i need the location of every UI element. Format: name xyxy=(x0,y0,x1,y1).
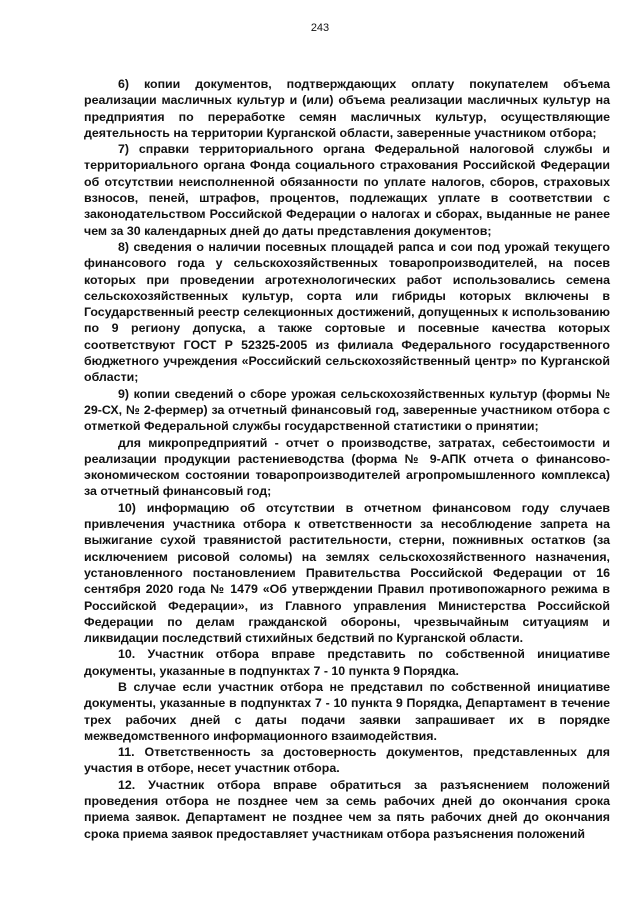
paragraph-item-7: 7) справки территориального органа Федеральной налоговой службы и территориального органа Фонда социального страхования Российской Федерации об отсутствии неисполненной обязанности по уплате налогов, сборов, страховых взносов, пеней, штрафов, процентов, подлежащих уплате в соответствии с законодательством Российской Федерации о налогах и сборах, выданные не ранее чем за 30 календарных дней до даты представления документов; xyxy=(84,142,610,238)
paragraph-clause-11: 11. Ответственность за достоверность документов, представленных для участия в отборе, несет участник отбора. xyxy=(84,745,610,776)
paragraph-clause-10-case: В случае если участник отбора не представил по собственной инициативе документы, указанные в подпунктах 7 - 10 пункта 9 Порядка, Департамент в течение трех рабочих дней с даты подачи заявки запрашивает их в порядке межведомственного информационного взаимодействия. xyxy=(84,679,610,743)
page-number: 243 xyxy=(310,22,330,34)
document-body xyxy=(84,76,610,842)
paragraph-item-6: 6) копии документов, подтверждающих оплату покупателем объема реализации масличных культур и (или) объема реализации масличных культур на предприятия по переработке семян масличных культур, осуществляющие деятельность на территории Курганской области, заверенные участником отбора; xyxy=(84,77,610,140)
paragraph-item-10: 10) информацию об отсутствии в отчетном финансовом году случаев привлечения участника отбора к ответственности за несоблюдение запрета на выжигание сухой травянистой растительности, стерни, пожнивных остатков (за исключением рисовой соломы) на землях сельскохозяйственного назначения, установленного постановлением Правительства Российской Федерации от 16 сентября 2020 года № 1479 «Об утверждении Правил противопожарного режима в Российской Федерации», из Главного управления Министерства Российской Федерации по делам гражданской обороны, чрезвычайным ситуациям и ликвидации последствий стихийных бедствий по Курганской области. xyxy=(84,500,610,646)
paragraph-clause-12: 12. Участник отбора вправе обратиться за разъяснением положений проведения отбора не позднее чем за семь рабочих дней до окончания срока приема заявок. Департамент не позднее чем за пять рабочих дней до окончания срока приема заявок предоставляет участникам отбора разъяснения положений xyxy=(84,777,610,841)
paragraph-micro-enterprises: для микропредприятий - отчет о производстве, затратах, себестоимости и реализации продукции растениеводства (форма № 9-АПК отчета о финансово-экономическом состоянии товаропроизводителей агропромышленного комплекса) за отчетный финансовый год; xyxy=(84,435,610,499)
paragraph-item-8: 8) сведения о наличии посевных площадей рапса и сои под урожай текущего финансового года у сельскохозяйственных товаропроизводителей, на посев которых при проведении агротехнологических работ использовались семена сельскохозяйственных культур, сорта или гибриды которых включены в Государственный реестр селекционных достижений, допущенных к использованию по 9 региону допуска, а также сортовые и посевные качества которых соответствуют ГОСТ Р 52325-2005 из филиала Федерального государственного бюджетного учреждения «Российский сельскохозяйственный центр» по Курганской области; xyxy=(84,239,610,385)
paragraph-clause-10: 10. Участник отбора вправе представить по собственной инициативе документы, указанные в подпунктах 7 - 10 пункта 9 Порядка. xyxy=(84,647,610,678)
paragraph-item-9: 9) копии сведений о сборе урожая сельскохозяйственных культур (формы № 29-СХ, № 2-фермер) за отчетный финансовый год, заверенные участником отбора с отметкой Федеральной службы государственной статистики о принятии; xyxy=(84,386,610,434)
